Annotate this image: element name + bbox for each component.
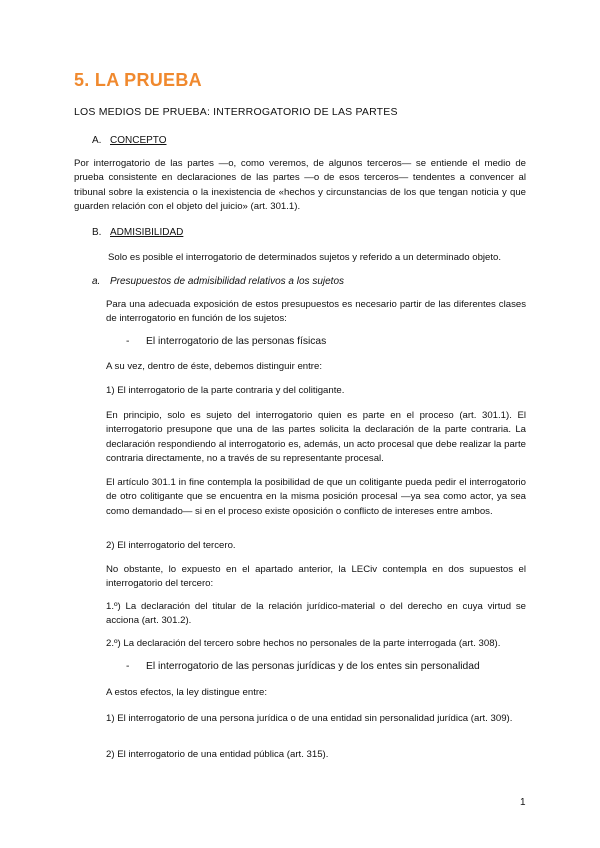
paragraph-admisibilidad: Solo es posible el interrogatorio de determinados sujetos y referido a un determinado objeto.: [108, 252, 502, 263]
page-title: 5. LA PRUEBA: [74, 70, 202, 90]
bullet-label: El interrogatorio de las personas jurídicas y de los entes sin personalidad: [146, 661, 480, 672]
page-number: 1: [520, 797, 526, 808]
subheading-sujetos: [92, 276, 344, 287]
heading-label: ADMISIBILIDAD: [110, 227, 184, 238]
heading-letter: A.: [92, 135, 102, 146]
heading-letter: B.: [92, 227, 102, 238]
bullet-label: El interrogatorio de las personas físicas: [146, 336, 327, 347]
subheading-label: Presupuestos de admisibilidad relativos a los sujetos: [110, 276, 345, 287]
heading-label: CONCEPTO: [110, 135, 167, 146]
paragraph-obstante: No obstante, lo expuesto en el apartado anterior, la LECiv contempla en dos supuestos el interrogatorio del tercero:: [106, 564, 526, 590]
paragraph-principio: En principio, solo es sujeto del interrogatorio quien es parte en el proceso (art. 301.1). El interrogatorio presupone que una de las partes solicita la declaración de la parte contraria. La declaración respondiendo al interrogatorio es, además, un acto procesal que debe realizar la parte contraria directamente, no a través de su representante procesal.: [106, 410, 526, 465]
paragraph-segundo: 2.º) La declaración del tercero sobre hechos no personales de la parte interrogada (art. 308).: [106, 638, 501, 649]
paragraph-item-2: 2) El interrogatorio del tercero.: [106, 540, 236, 551]
paragraph-distinguir: A su vez, dentro de éste, debemos distinguir entre:: [106, 361, 322, 372]
bullet-personas-fisicas: [126, 336, 326, 347]
subheading-letter: a.: [92, 276, 101, 287]
bullet-personas-juridicas: [126, 661, 480, 672]
paragraph-entidad-publica: 2) El interrogatorio de una entidad pública (art. 315).: [106, 749, 329, 760]
paragraph-articulo: El artículo 301.1 in fine contempla la posibilidad de que un colitigante pueda pedir el interrogatorio de otro colitigante que se encuentra en la misma posición procesal —ya sea como actor, ya sea como demandado— si en el proceso existe oposición o conflicto de intereses entre ambos.: [106, 477, 526, 517]
bullet-dash: -: [126, 661, 130, 672]
paragraph-concepto: Por interrogatorio de las partes —o, como veremos, de algunos terceros— se entiende el medio de prueba consistente en declaraciones de las partes —o de esos terceros— tendentes a convencer al tribunal sobre la existencia o la inexistencia de «hechos y circunstancias de los que tengan noticia y que guarden relación con el objeto del juicio» (art. 301.1).: [74, 158, 526, 213]
paragraph-item-1: 1) El interrogatorio de la parte contraria y del colitigante.: [106, 385, 345, 396]
paragraph-persona-juridica: 1) El interrogatorio de una persona jurídica o de una entidad sin personalidad jurídica (art. 309).: [106, 713, 513, 724]
bullet-dash: -: [126, 336, 130, 347]
paragraph-primero: 1.º) La declaración del titular de la relación jurídico-material o del derecho en cuya virtud se acciona (art. 301.2).: [106, 601, 526, 627]
paragraph-exposicion: Para una adecuada exposición de estos presupuestos es necesario partir de las diferentes clases de interrogatorio en función de los sujetos:: [106, 299, 526, 325]
section-subtitle: LOS MEDIOS DE PRUEBA: INTERROGATORIO DE LAS PARTES: [74, 106, 398, 118]
heading-admisibilidad: [92, 227, 183, 238]
heading-concepto: [92, 135, 167, 146]
paragraph-efectos: A estos efectos, la ley distingue entre:: [106, 687, 268, 698]
